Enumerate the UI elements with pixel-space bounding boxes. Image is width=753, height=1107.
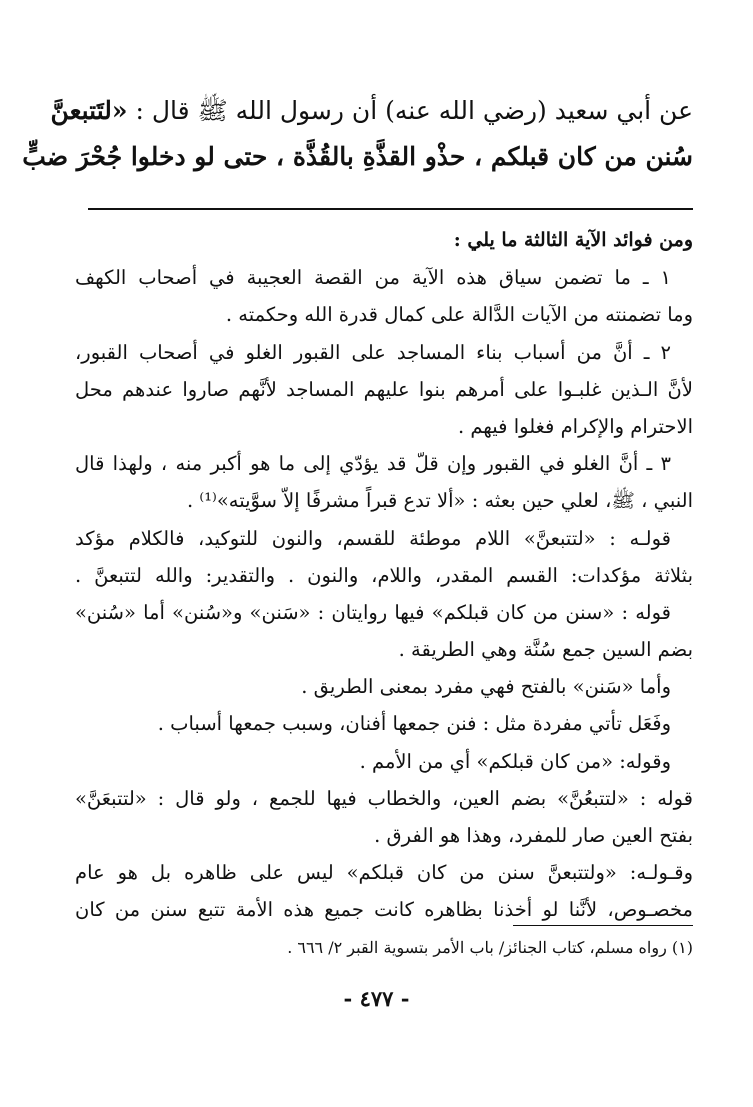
- body-line: وأما «سَنن» بالفتح فهي مفرد بمعنى الطريق .: [301, 675, 671, 699]
- body-line: وقـولـه: «ولتتبعنَّ سنن من كان قبلكم» ليس على ظاهره بل هو عام: [75, 861, 693, 885]
- body-line: الاحترام والإكرام فغلوا فيهم .: [457, 414, 693, 438]
- body-line: ٢ ـ أنَّ من أسباب بناء المساجد على القبور الغلو في أصحاب القبور،: [75, 340, 671, 364]
- footnote: (١) رواه مسلم، كتاب الجنائز/ باب الأمر بتسوية القبر ٢/ ٦٦٦ .: [287, 938, 693, 957]
- body-line: قوله : «سنن من كان قبلكم» فيها روايتان : «سَنن» و«سُنن» أما «سُنن»: [75, 600, 671, 624]
- page-number: - ٤٧٧ -: [343, 986, 410, 1011]
- section-divider: [88, 208, 693, 210]
- body-line: ١ ـ ما تضمن سياق هذه الآية من القصة العجيبة في أصحاب الكهف: [75, 266, 671, 290]
- hadith-quote-start: «لتَتبعنَّ: [50, 96, 128, 125]
- body-line: وقوله: «من كان قبلكم» أي من الأمم .: [359, 749, 671, 773]
- body-line: وما تضمنته من الآيات الدَّالة على كمال قدرة الله وحكمته .: [225, 303, 693, 327]
- body-line: مخصـوص، لأنَّنا لو أخذنا بظاهره كانت جميع هذه الأمة تتبع سنن من كان: [75, 898, 693, 922]
- hadith-line-2: سُنن من كان قبلكم ، حذْو القذَّةِ بالقُذَّة ، حتى لو دخلوا جُحْرَ ضبٍّ: [22, 142, 693, 171]
- body-line: لأنَّ الـذين غلبـوا على أمرهم بنوا عليهم المساجد لأنَّهم صاروا عندهم محل: [75, 377, 693, 401]
- body-line: وفَعَل تأتي مفردة مثل : فنن جمعها أفنان، وسبب جمعها أسباب .: [157, 712, 671, 736]
- body-line: بضم السين جمع سُنَّة وهي الطريقة .: [398, 638, 693, 662]
- body-line: بثلاثة مؤكدات: القسم المقدر، واللام، والنون . والتقدير: والله لتتبعنَّ .: [75, 563, 693, 587]
- body-line: قولـه : «لتتبعنَّ» اللام موطئة للقسم، والنون للتوكيد، فالكلام مؤكد: [75, 526, 671, 550]
- hadith-line-1-text: عن أبي سعيد (رضي الله عنه) أن رسول الله ﷺ قال :: [127, 96, 693, 125]
- section-heading: ومن فوائد الآية الثالثة ما يلي :: [453, 229, 693, 251]
- commentary-body: [75, 222, 693, 929]
- body-line: النبي ، ﷺ، لعلي حين بعثه : «ألا تدع قبراً مشرفًا إلاّ سوَّيته»⁽¹⁾ .: [187, 489, 693, 513]
- hadith-text: [22, 88, 693, 180]
- body-line: بفتح العين صار للمفرد، وهذا هو الفرق .: [374, 824, 693, 847]
- footnote-divider: [513, 925, 693, 926]
- body-line: قوله : «لتتبعُنَّ» بضم العين، والخطاب فيها للجمع ، ولو قال : «لتتبعَنَّ»: [75, 786, 693, 810]
- body-line: ٣ ـ أنَّ الغلو في القبور وإن قلّ قد يؤدّي إلى ما هو أكبر منه ، ولهذا قال: [75, 452, 671, 476]
- hadith-line-1: [50, 88, 693, 134]
